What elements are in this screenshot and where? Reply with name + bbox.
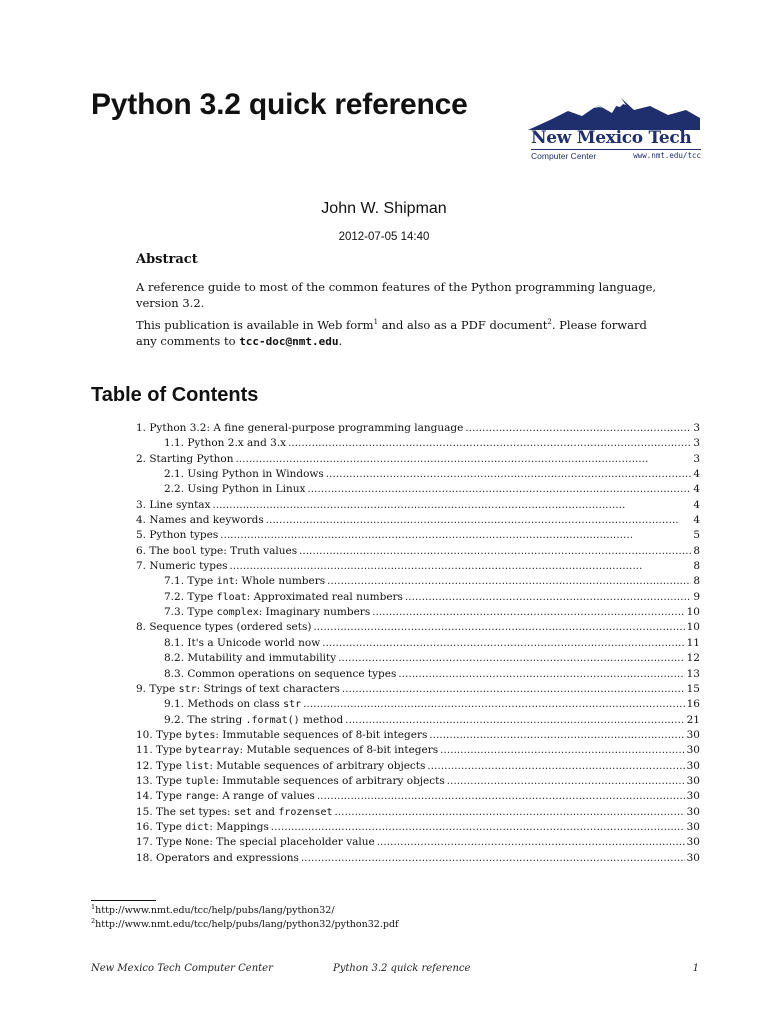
toc-page-number: 30 xyxy=(686,744,700,757)
footnote-ref-1[interactable]: 1 xyxy=(373,318,379,327)
toc-entry-title: 18. Operators and expressions xyxy=(136,851,299,864)
toc-entry-title: 7.3. Type complex: Imaginary numbers xyxy=(164,606,371,619)
toc-page-number: 21 xyxy=(686,713,700,726)
toc-entry[interactable] xyxy=(136,605,700,620)
toc-leader-dots xyxy=(317,789,685,804)
toc-page-number: 4 xyxy=(693,468,700,481)
toc-entry[interactable] xyxy=(136,651,700,666)
logo-subtitle-left: Computer Center xyxy=(531,151,597,161)
toc-entry[interactable] xyxy=(136,789,700,804)
toc-leader-dots xyxy=(299,544,691,559)
toc-leader-dots xyxy=(266,513,692,528)
toc-page-number: 4 xyxy=(693,498,700,511)
toc-entry[interactable] xyxy=(136,590,700,605)
toc-entry-title: 17. Type None: The special placeholder value xyxy=(136,836,375,849)
toc-entry-title: 2. Starting Python xyxy=(136,452,234,465)
toc-entry-title: 1. Python 3.2: A fine general-purpose programming language xyxy=(136,422,464,434)
toc-leader-dots xyxy=(303,697,684,712)
toc-leader-dots xyxy=(377,835,685,850)
toc-leader-dots xyxy=(220,528,691,543)
toc-entry[interactable] xyxy=(136,498,700,513)
toc-entry[interactable] xyxy=(136,421,700,436)
footer-center: Python 3.2 quick reference xyxy=(333,963,471,974)
toc-leader-dots xyxy=(429,728,684,743)
logo-name: New Mexico Tech xyxy=(531,128,692,148)
toc-entry[interactable] xyxy=(136,513,700,528)
toc-entry[interactable] xyxy=(136,574,700,589)
toc-entry-title: 7. Numeric types xyxy=(136,560,228,573)
toc-page-number: 10 xyxy=(686,606,700,619)
nmt-logo xyxy=(528,98,704,162)
toc-entry[interactable] xyxy=(136,482,700,497)
toc-page-number: 12 xyxy=(686,652,700,665)
avail-text-1: This publication is available in Web form xyxy=(136,318,374,332)
toc-entry-title: 3. Line syntax xyxy=(136,498,211,511)
avail-text-end: . xyxy=(338,334,343,348)
toc-entry-title: 7.1. Type int: Whole numbers xyxy=(164,575,326,588)
toc-leader-dots xyxy=(405,590,691,605)
contact-email[interactable]: tcc-doc@nmt.edu xyxy=(239,335,339,348)
toc-page-number: 30 xyxy=(686,790,700,803)
logo-subtitle-right: www.nmt.edu/tcc xyxy=(633,151,701,160)
toc-entry-title: 4. Names and keywords xyxy=(136,514,264,527)
toc-entry-title: 8.3. Common operations on sequence types xyxy=(164,667,397,680)
toc-entry-title: 2.2. Using Python in Linux xyxy=(164,483,306,496)
toc-entry-title: 14. Type range: A range of values xyxy=(136,790,315,803)
toc-entry-title: 5. Python types xyxy=(136,529,219,542)
toc-page-number: 8 xyxy=(693,575,700,588)
toc-leader-dots xyxy=(372,605,684,620)
toc-entry[interactable] xyxy=(136,636,700,651)
toc-entry-title: 8.1. It's a Unicode world now xyxy=(164,636,321,649)
abstract-heading: Abstract xyxy=(136,252,198,267)
toc-entry[interactable] xyxy=(136,682,700,697)
toc-leader-dots xyxy=(307,482,691,497)
toc-page-number: 30 xyxy=(686,774,700,787)
toc-entry[interactable] xyxy=(136,820,700,835)
logo-divider xyxy=(531,149,701,150)
toc-page-number: 8 xyxy=(693,560,700,573)
toc-page-number: 30 xyxy=(686,820,700,833)
toc-page-number: 30 xyxy=(686,728,700,741)
toc-entry[interactable] xyxy=(136,835,700,850)
toc-entry[interactable] xyxy=(136,452,700,467)
toc-entry[interactable] xyxy=(136,528,700,543)
table-of-contents xyxy=(136,421,700,866)
toc-entry-title: 2.1. Using Python in Windows xyxy=(164,468,324,481)
toc-leader-dots xyxy=(322,636,684,651)
toc-entry-title: 16. Type dict: Mappings xyxy=(136,820,269,833)
toc-entry[interactable] xyxy=(136,697,700,712)
toc-leader-dots xyxy=(327,574,691,589)
toc-entry[interactable] xyxy=(136,467,700,482)
toc-page-number: 8 xyxy=(693,544,700,557)
toc-leader-dots xyxy=(345,713,684,728)
abstract-text: A reference guide to most of the common features of the Python programming language, version 3.2. xyxy=(136,280,657,310)
toc-entry-title: 15. The set types: set and frozenset xyxy=(136,805,333,818)
toc-entry[interactable] xyxy=(136,743,700,758)
toc-page-number: 13 xyxy=(686,667,700,680)
footnote-link[interactable]: http://www.nmt.edu/tcc/help/pubs/lang/python32/ xyxy=(95,905,335,916)
toc-leader-dots xyxy=(212,498,691,513)
footnote-link[interactable]: http://www.nmt.edu/tcc/help/pubs/lang/python32/python32.pdf xyxy=(95,919,399,930)
toc-entry[interactable] xyxy=(136,851,700,866)
toc-leader-dots xyxy=(301,851,685,866)
toc-entry-title: 9.2. The string .format() method xyxy=(164,713,344,726)
toc-page-number: 30 xyxy=(686,851,700,864)
toc-entry-title: 7.2. Type float: Approximated real numbers xyxy=(164,590,403,603)
toc-leader-dots xyxy=(447,774,685,789)
toc-entry[interactable] xyxy=(136,759,700,774)
toc-page-number: 9 xyxy=(693,590,700,603)
footnotes xyxy=(91,904,399,932)
mountain-logo-icon xyxy=(528,98,704,130)
toc-page-number: 3 xyxy=(693,437,700,450)
toc-leader-dots xyxy=(288,436,691,451)
footnote-ref-2[interactable]: 2 xyxy=(547,318,552,327)
author: John W. Shipman xyxy=(321,200,447,217)
toc-page-number: 5 xyxy=(693,529,700,542)
toc-entry-title: 9. Type str: Strings of text characters xyxy=(136,682,340,695)
toc-entry-title: 6. The bool type: Truth values xyxy=(136,544,298,557)
toc-page-number: 16 xyxy=(686,698,700,711)
footer-left: New Mexico Tech Computer Center xyxy=(91,963,273,974)
avail-text-3: . Please forward any comments to xyxy=(136,318,647,348)
toc-leader-dots xyxy=(335,805,685,820)
toc-entry-title: 1.1. Python 2.x and 3.x xyxy=(164,437,287,450)
toc-entry-title: 9.1. Methods on class str xyxy=(164,698,302,711)
toc-page-number: 30 xyxy=(686,805,700,818)
toc-page-number: 10 xyxy=(686,621,700,634)
toc-leader-dots xyxy=(398,667,684,682)
toc-heading: Table of Contents xyxy=(91,384,259,406)
footnote: $^1$http://www.nmt.edu/tcc/help/pubs/lang/python32/ xyxy=(91,902,335,916)
toc-leader-dots xyxy=(338,651,684,666)
toc-entry[interactable] xyxy=(136,544,700,559)
date: 2012-07-05 14:40 xyxy=(338,231,430,243)
toc-entry[interactable] xyxy=(136,436,700,451)
toc-leader-dots xyxy=(326,467,692,482)
toc-entry[interactable] xyxy=(136,774,700,789)
toc-leader-dots xyxy=(440,743,684,758)
toc-page-number: 30 xyxy=(686,836,700,849)
toc-entry-title: 11. Type bytearray: Mutable sequences of 8-bit integers xyxy=(136,744,439,757)
page-title: Python 3.2 quick reference xyxy=(91,88,468,121)
footnote: $^2$http://www.nmt.edu/tcc/help/pubs/lang/python32/python32.pdf xyxy=(91,916,399,930)
footnote-divider xyxy=(91,900,156,901)
abstract-availability xyxy=(136,317,666,350)
toc-leader-dots xyxy=(342,682,685,697)
toc-leader-dots xyxy=(313,620,684,635)
toc-entry-title: 8. Sequence types (ordered sets) xyxy=(136,621,312,634)
toc-entry[interactable] xyxy=(136,559,700,574)
toc-page-number: 4 xyxy=(693,514,700,527)
logo-subtitle xyxy=(531,151,701,161)
avail-text-2: and also as a PDF document xyxy=(378,318,548,332)
toc-entry[interactable] xyxy=(136,667,700,682)
toc-entry[interactable] xyxy=(136,805,700,820)
toc-leader-dots xyxy=(230,559,692,574)
toc-entry-title: 10. Type bytes: Immutable sequences of 8-bit integers xyxy=(136,728,428,741)
toc-entry-title: 13. Type tuple: Immutable sequences of arbitrary objects xyxy=(136,774,445,787)
toc-entry-title: 12. Type list: Mutable sequences of arbitrary objects xyxy=(136,759,426,772)
toc-leader-dots xyxy=(271,820,685,835)
toc-leader-dots xyxy=(465,421,691,436)
toc-entry-title: 8.2. Mutability and immutability xyxy=(164,652,337,665)
toc-page-number: 15 xyxy=(686,682,700,695)
toc-entry[interactable] xyxy=(136,728,700,743)
toc-page-number: 3 xyxy=(693,452,700,465)
page-number: 1 xyxy=(692,963,699,974)
toc-entry[interactable] xyxy=(136,713,700,728)
toc-page-number: 4 xyxy=(693,483,700,496)
toc-leader-dots xyxy=(427,759,684,774)
toc-page-number: 30 xyxy=(686,759,700,772)
toc-leader-dots xyxy=(236,452,692,467)
toc-page-number: 11 xyxy=(686,636,700,649)
toc-entry[interactable] xyxy=(136,620,700,635)
toc-page-number: 3 xyxy=(693,422,700,434)
